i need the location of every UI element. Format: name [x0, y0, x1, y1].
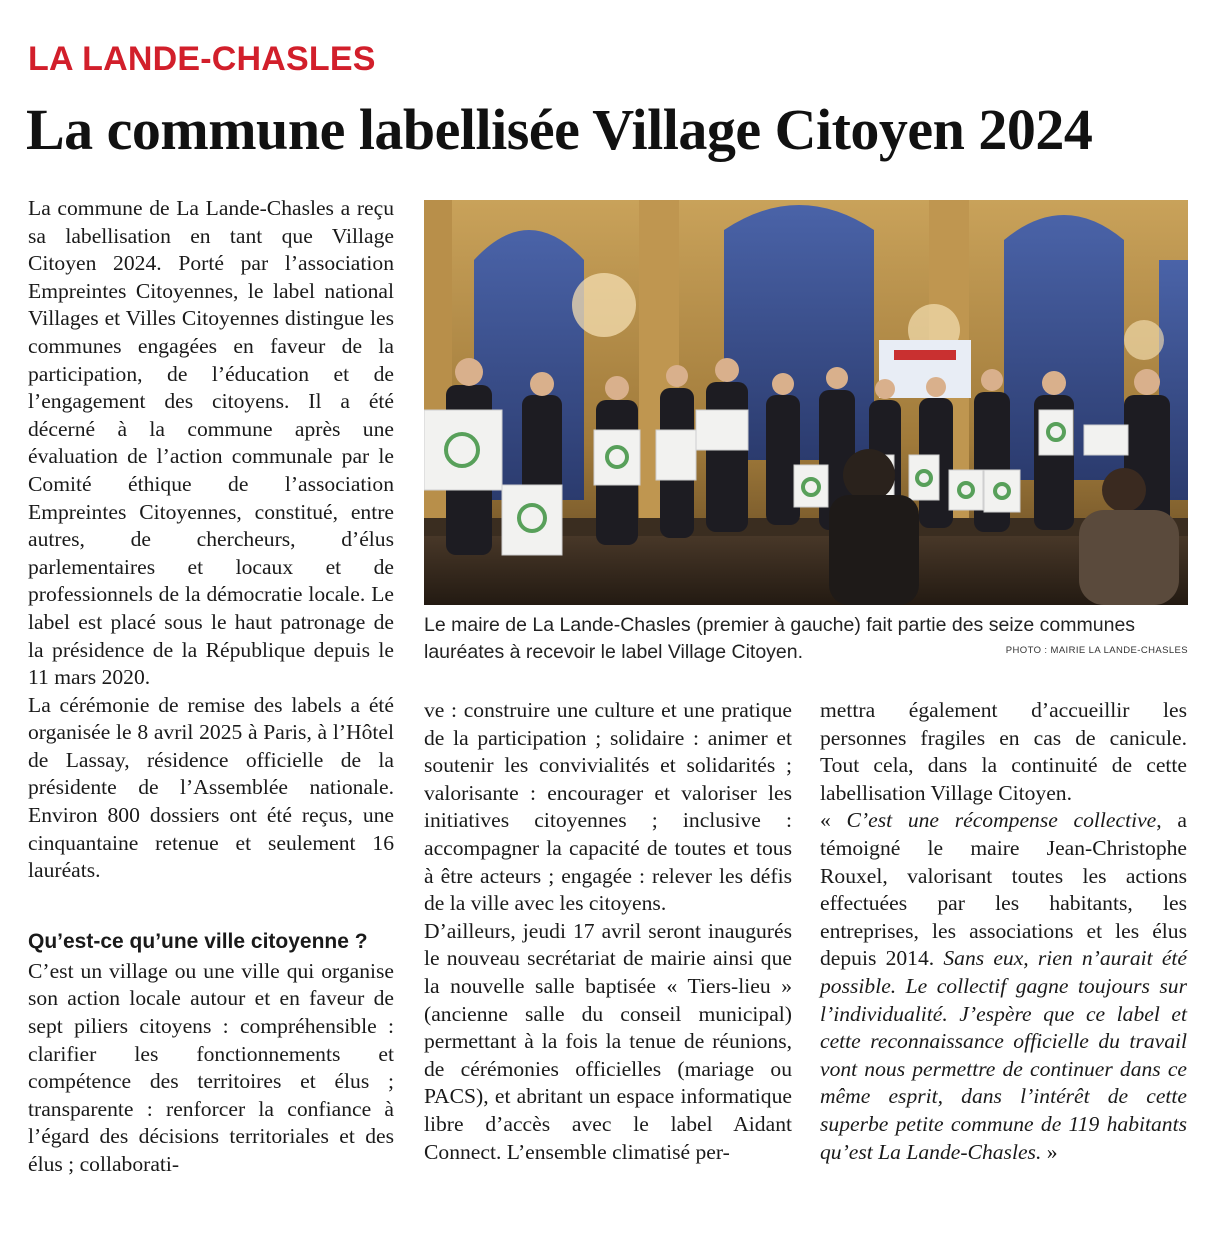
paragraph-definition: C’est un village ou une ville qui organise son action locale autour et en faveur de sept piliers citoyens : compréhensible : clarifier les fonctionnements et compétence des territoires et élus ; transparente : renforcer la confiance à l’égard des décisions territoriales et des élus ; collaborati-: [28, 958, 394, 1176]
article-headline: La commune labellisée Village Citoyen 2024: [26, 97, 1093, 162]
article-photo: [424, 200, 1188, 605]
article-column-2: [424, 697, 792, 1166]
quote-italic-2: Sans eux, rien n’aurait été possible. Le collectif gagne toujours sur l’individualité. J’espère que ce label et cette reconnaissance officielle du travail vont nous permettre de continuer dans ce même esprit, dans l’intérêt de cette superbe petite commune de 119 habitants qu’est La Lande-Chasles.: [820, 946, 1187, 1164]
photo-caption: [424, 612, 1188, 666]
paragraph-intro: La commune de La Lande-Chasles a reçu sa labellisation en tant que Village Citoyen 2024. Porté par l’association Empreintes Citoyennes, le label national Villages et Villes Citoyennes distingue les communes engagées en faveur de la participation, de l’éducation et de l’engagement des citoyens. Il a été décerné à la commune après une évaluation de l’action communale par le Comité éthique de l’association Empreintes Citoyennes, constitué, entre autres, de chercheurs, d’élus parlementaires et locaux et de professionnels de la démocratie locale. Le label est placé sous le haut patronage de la présidence de la République depuis le 11 mars 2020.: [28, 196, 394, 690]
photo-credit: PHOTO : MAIRIE LA LANDE-CHASLES: [1005, 645, 1188, 656]
quote-italic-1: C’est une récompense collective: [846, 808, 1157, 833]
paragraph-continuation: mettra également d’accueillir les personnes fragiles en cas de canicule. Tout cela, dans la continuité de cette labellisation Village Citoyen.: [820, 698, 1187, 805]
quote-open-mark: «: [820, 808, 847, 833]
paragraph-ceremony: La cérémonie de remise des labels a été organisée le 8 avril 2025 à Paris, à l’Hôtel de Lassay, résidence officielle de la présidente de l’Assemblée nationale. Environ 800 dossiers ont été reçus, une cinquantaine retenue et seulement 16 lauréats.: [28, 692, 394, 883]
paragraph-inauguration: D’ailleurs, jeudi 17 avril seront inaugurés le nouveau secrétariat de mairie ainsi que la nouvelle salle baptisée « Tiers-lieu » (ancienne salle du conseil municipal) permettant à la fois la tenue de réunions, de cérémonies officielles (mariage ou PACS), et abritant un espace informatique libre d’accès avec le label Aidant Connect. L’ensemble climatisé per-: [424, 918, 792, 1164]
mayor-quote: [820, 807, 1187, 1166]
subheading: Qu’est-ce qu’une ville citoyenne ?: [28, 929, 368, 953]
quote-attribution: , a témoigné le maire Jean-Christophe Rouxel, valorisant toutes les actions effectuées par les habitants, les entreprises, les associations et les élus depuis 2014.: [820, 808, 1187, 971]
section-kicker: LA LANDE-CHASLES: [28, 40, 376, 78]
article-column-1: [28, 195, 394, 1179]
paragraph-pillars: ve : construire une culture et une pratique de la participation ; solidaire : animer et soutenir les convivialités et solidarités ; valorisante : encourager et valoriser les initiatives citoyennes ; inclusive : accompagner la capacité de toutes et tous à être acteurs ; engagée : relever les défis de la ville avec les citoyens.: [424, 698, 792, 916]
quote-close-mark: »: [1041, 1139, 1058, 1164]
caption-text: Le maire de La Lande-Chasles (premier à gauche) fait partie des seize communes lauréates à recevoir le label Village Citoyen.: [424, 614, 1136, 663]
article-column-3: [820, 697, 1187, 1166]
